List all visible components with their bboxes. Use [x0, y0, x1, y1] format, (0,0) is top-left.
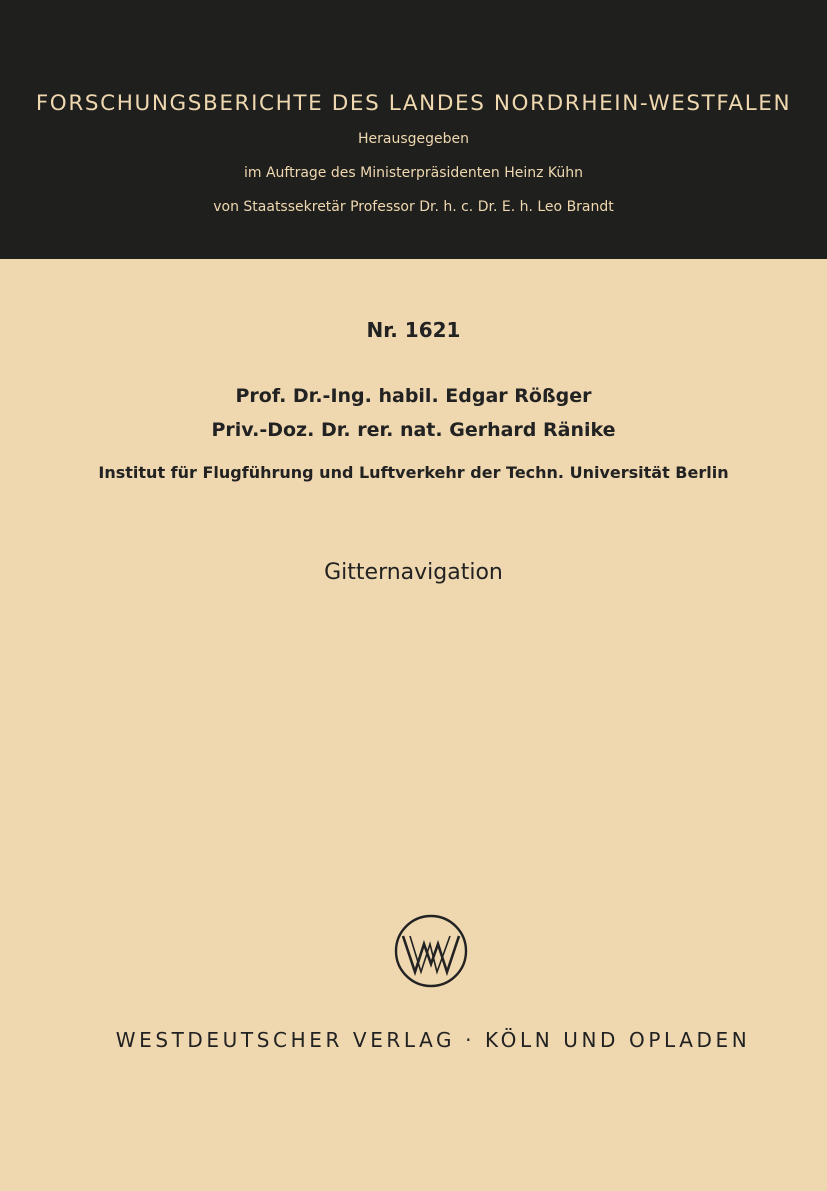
publisher-line: WESTDEUTSCHER VERLAG · KÖLN UND OPLADEN: [115, 1028, 751, 1052]
series-title: FORSCHUNGSBERICHTE DES LANDES NORDRHEIN-WESTFALEN: [35, 91, 792, 116]
header-band: [0, 0, 827, 259]
editor-line-2: im Auftrage des Ministerpräsidenten Heinz Kühn: [243, 165, 584, 181]
westdeutscher-verlag-w-logo-icon: [394, 914, 468, 988]
book-title: Gitternavigation: [324, 560, 503, 585]
report-number: Nr. 1621: [366, 318, 461, 342]
author-1: Prof. Dr.-Ing. habil. Edgar Rößger: [235, 385, 592, 407]
institute: Institut für Flugführung und Luftverkehr der Techn. Universität Berlin: [98, 463, 729, 482]
author-2: Priv.-Doz. Dr. rer. nat. Gerhard Ränike: [211, 419, 616, 441]
editor-line-3: von Staatssekretär Professor Dr. h. c. Dr. E. h. Leo Brandt: [213, 199, 614, 215]
editor-line-1: Herausgegeben: [357, 131, 469, 147]
